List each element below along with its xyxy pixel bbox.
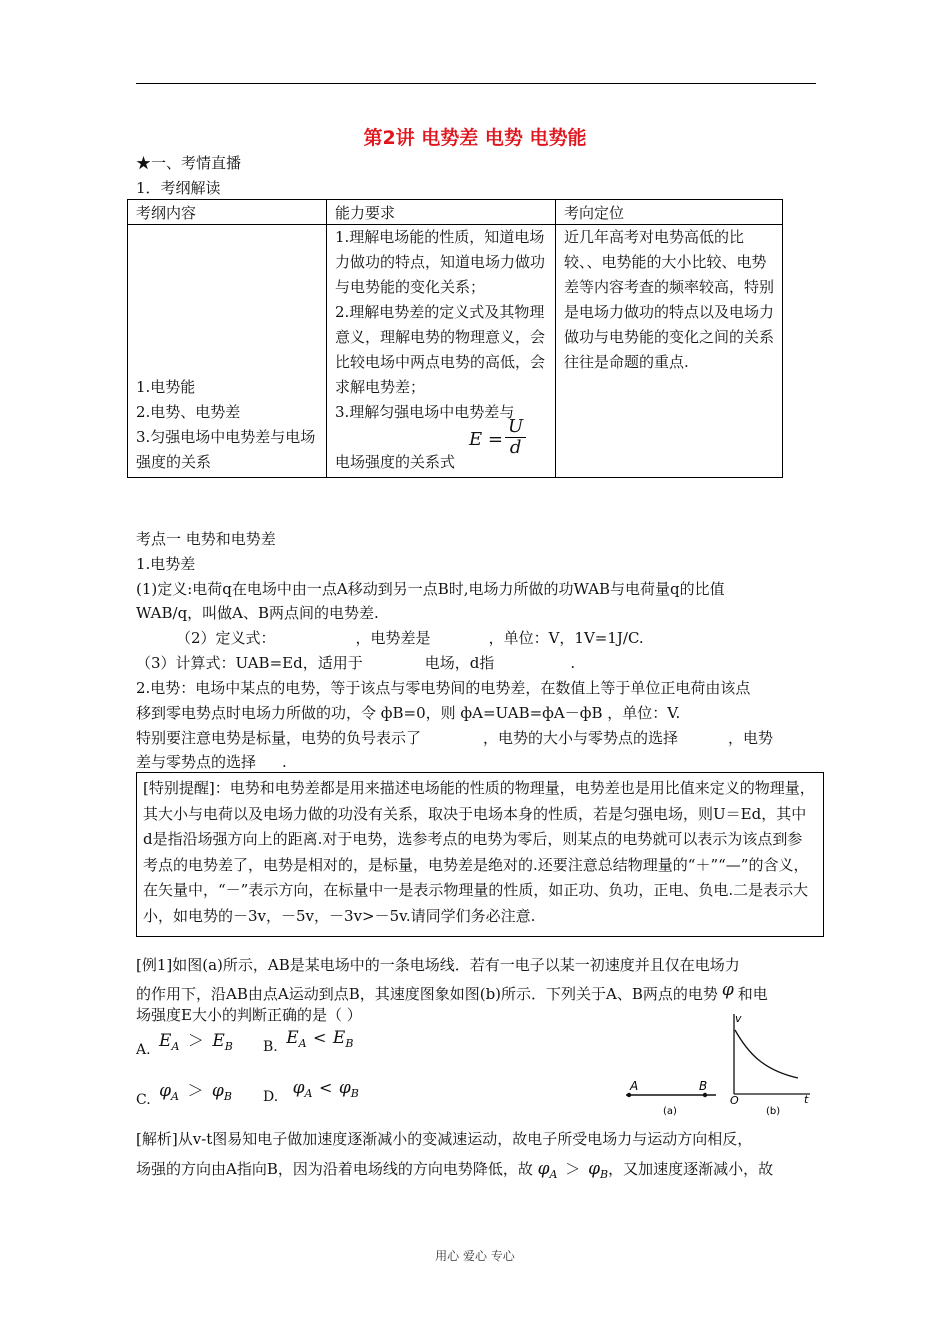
definition-part: ，单位：V，1V=1J/C. — [488, 629, 644, 647]
body-part: ，电势 — [728, 729, 774, 747]
analysis-sub: A — [549, 1168, 558, 1181]
option-sub: B — [345, 1037, 354, 1050]
page-title: 第2讲 电势差 电势 电势能 — [363, 127, 587, 149]
body-part: 差与零势点的选择 — [136, 753, 257, 771]
ability-line: 1.理解电场能的性质，知道电场力做功的特点，知道电场力做功与电势能的变化关系； — [335, 228, 546, 296]
content-item: 1.电势能 — [136, 378, 196, 396]
definition-line: WAB/q，叫做A、B两点间的电势差. — [136, 604, 379, 622]
analysis-sub: B — [599, 1168, 609, 1181]
example-line: [例1]如图(a)所示，AB是某电场中的一条电场线．若有一电子以某一初速度并且仅在电场力 — [136, 956, 740, 974]
option-sub: A — [298, 1037, 307, 1050]
label-fig-b: (b) — [766, 1106, 781, 1117]
ability-line: 2.理解电势差的定义式及其物理意义，理解电势的物理意义，会比较电场中两点电势的高低，会求解电势差； — [335, 303, 546, 396]
body-line: 2.电势：电场中某点的电势，等于该点与零电势间的电势差，在数值上等于单位正电荷由该点 — [136, 679, 751, 697]
table-header: 考纲内容 — [128, 200, 327, 225]
body-part: ，电势的大小与零势点的选择 — [483, 729, 679, 747]
label-a: A — [630, 1079, 639, 1093]
option-label: A. — [136, 1042, 151, 1058]
option-op: < — [318, 1078, 333, 1097]
option-c — [136, 1078, 232, 1108]
definition-part: . — [570, 654, 576, 672]
option-op: < — [313, 1028, 327, 1047]
header-rule — [136, 83, 816, 84]
option-expr: E — [286, 1028, 299, 1048]
ability-cell — [327, 225, 556, 478]
analysis-line — [136, 1160, 773, 1184]
analysis-op: ＞ — [565, 1160, 581, 1178]
definition-part: 电场，d指 — [424, 654, 495, 672]
page-footer: 用心 爱心 专心 — [435, 1249, 515, 1263]
option-expr: E — [212, 1031, 225, 1051]
option-expr: φ — [159, 1081, 172, 1101]
point-heading: 考点一 电势和电势差 — [136, 530, 276, 548]
label-t: t — [804, 1093, 809, 1106]
definition-line — [176, 629, 644, 647]
analysis-part: 场强的方向由A指向B，因为沿着电场线的方向电势降低，故 — [136, 1160, 533, 1178]
label-o: O — [730, 1094, 739, 1107]
ability-line: 3.理解匀强电场中电势差与 — [335, 403, 515, 421]
formula-fraction — [505, 417, 526, 458]
definition-part: （3）计算式：UAB=Ed，适用于 — [136, 654, 363, 672]
analysis-line: [解析]从v-t图易知电子做加速度逐渐减小的变减速运动，故电子所受电场力与运动方向相反， — [136, 1130, 753, 1148]
section-heading: ★一、考情直播 — [136, 154, 242, 172]
example-line — [136, 981, 768, 1003]
content-item: 3.匀强电场中电势差与电场强度的关系 — [136, 428, 316, 471]
option-label: D. — [263, 1089, 279, 1105]
example-part: 和电 — [737, 985, 768, 1003]
label-v: v — [735, 1012, 742, 1025]
label-fig-a: (a) — [663, 1106, 677, 1117]
body-line — [136, 729, 773, 747]
definition-line — [136, 654, 575, 672]
option-label: B. — [263, 1039, 278, 1055]
syllabus-table — [127, 199, 783, 478]
option-op: ＞ — [187, 1031, 204, 1050]
option-sub: B — [224, 1040, 233, 1053]
formula-lhs: E = — [469, 429, 503, 450]
option-a — [136, 1028, 233, 1058]
option-sub: B — [223, 1090, 232, 1103]
option-sub: A — [304, 1087, 313, 1100]
body-part: 特别要注意电势是标量，电势的负号表示了 — [136, 729, 422, 747]
subsection-heading: 1．考纲解读 — [136, 179, 221, 197]
content-cell — [128, 225, 327, 478]
option-sub: A — [171, 1090, 179, 1103]
example-figure — [618, 1008, 818, 1120]
point-subheading: 1.电势差 — [136, 555, 196, 573]
example-line: 场强度E大小的判断正确的是（ ） — [136, 1006, 362, 1024]
definition-part: ，电势差是 — [355, 629, 431, 647]
option-label: C. — [136, 1092, 151, 1108]
table-header: 能力要求 — [327, 200, 556, 225]
option-expr: φ — [338, 1078, 351, 1098]
point-b-dot — [703, 1093, 707, 1097]
option-sub: A — [171, 1040, 180, 1053]
definition-line: (1)定义:电荷q在电场中由一点A移动到另一点B时,电场力所做的功WAB与电荷量q的比值 — [136, 580, 725, 598]
direction-cell — [556, 225, 783, 478]
content-item: 2.电势、电势差 — [136, 403, 241, 421]
analysis-part: ，又加速度逐渐减小，故 — [608, 1160, 774, 1178]
formula-prefix: 电场强度的关系式 — [335, 453, 456, 471]
option-op: ＞ — [187, 1081, 204, 1100]
option-d — [263, 1078, 359, 1105]
body-line: 差与零势点的选择 . — [136, 753, 287, 771]
velocity-curve — [735, 1030, 798, 1078]
definition-part: （2）定义式： — [176, 629, 276, 647]
formula-denominator: d — [509, 437, 522, 458]
table-header: 考向定位 — [556, 200, 783, 225]
point-a-dot — [627, 1093, 631, 1097]
formula-numerator: U — [505, 417, 526, 438]
option-expr: φ — [211, 1081, 224, 1101]
formula-row — [335, 416, 547, 477]
tip-box: [特别提醒]：电势和电势差都是用来描述电场能的性质的物理量，电势差也是用比值来定义的物理量，其大小与电荷以及电场力做的功没有关系，取决于电场本身的性质，若是匀强电场，则U＝Ed，其中d是指沿场强方向上的距离.对于电势，选参考点的电势为零后，则某点的电势就可以表示为该点到参考点的电势差了，电势是相对的，是标量，电势差是绝对的.还要注意总结物理量的“＋”“—”的含义，在矢量中，“－”表示方向，在标量中一是表示物理量的性质，如正功、负功，正电、负电.二是表示大小，如电势的－3v，－5v，－3v>－5v.请同学们务必注意. — [136, 772, 824, 937]
label-b: B — [699, 1079, 708, 1093]
direction-text: 近几年高考对电势高低的比较、、电势能的大小比较、电势差等内容考查的频率较高，特别是电场力做功的特点以及电场力做功与电势能的变化之间的关系往往是命题的重点. — [564, 228, 775, 371]
option-sub: B — [350, 1087, 359, 1100]
option-expr: φ — [292, 1078, 305, 1098]
phi-symbol: φ — [721, 980, 734, 1000]
example-part: 的作用下，沿AB由点A运动到点B，其速度图象如图(b)所示．下列关于A、B两点的电势 — [136, 985, 718, 1003]
option-b — [263, 1028, 353, 1055]
analysis-expr: φ — [537, 1159, 550, 1179]
option-expr: E — [332, 1028, 346, 1048]
option-expr: E — [159, 1031, 172, 1051]
analysis-expr: φ — [588, 1159, 600, 1179]
body-line: 移到零电势点时电场力所做的功，令 фB=0，则 фA=UAB=фA－фB ，单位：V. — [136, 704, 681, 722]
